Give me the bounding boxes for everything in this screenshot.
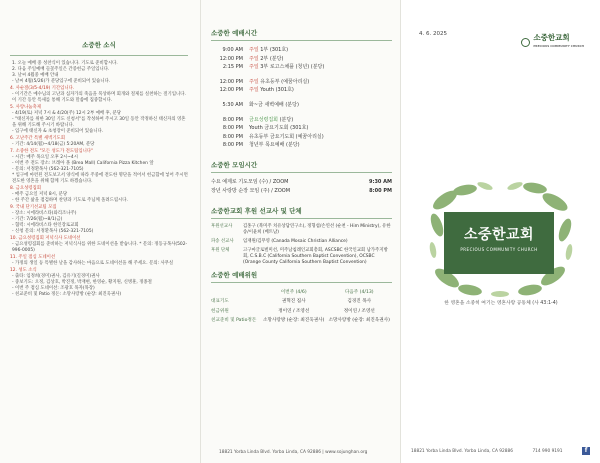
badge-title: 소중한교회: [463, 227, 535, 243]
schedule-label: (분당): [279, 116, 294, 123]
meeting-time: 8:00 PM: [369, 187, 392, 194]
motto-verse: 한 영혼을 소중히 여기는 영혼사랑 공동체 (사 43:1-4): [444, 301, 558, 306]
schedule-desc: [249, 124, 392, 133]
news-item: - 출타: 임정희(경미)권사, 김유기(길경미)권사: [12, 274, 100, 279]
news-item: 12. 성도 소식: [10, 268, 37, 273]
news-item: - 날씨 4월(5/26)가 분당입구에 준비되어 있습니다.: [12, 79, 111, 84]
worship-title: 소중한 예배시간: [211, 29, 258, 37]
table-header-cell: [211, 288, 261, 298]
schedule-time: 5:30 AM: [222, 101, 243, 108]
logo-text: 소중한교회: [533, 33, 570, 42]
logo-subtitle: PRECIOUS COMMUNITY CHURCH: [533, 44, 584, 48]
mission-value: 김홍구 (북미주 치유상담연구소), 정형섭/손연선 (순천 - Him Ministry), 유한송/이윤희 (베트남): [243, 223, 391, 235]
bulletin-date: 4. 6. 2025: [419, 31, 447, 37]
schedule-label: Youth (301호): [260, 87, 294, 94]
schedule-desc: [249, 46, 392, 55]
schedule-desc: [249, 63, 392, 72]
table-row: [211, 316, 392, 326]
schedule-desc: [249, 86, 392, 95]
schedule-row: [211, 55, 392, 64]
news-item: - 기간: 7/26(월)~8/1(금): [12, 217, 63, 222]
mission-value: 고구마글로벌미션, 미주남침례인교회총회, ASCSBC 한국인교회 남가주지방회, C.S.B.C (California Southern Baptist Convention), OCSBC (Orange County California Southern Baptist Convention): [243, 247, 388, 265]
schedule-tag: 주일: [249, 47, 261, 53]
schedule-label: 화~금 새벽예배 (분당): [249, 101, 299, 108]
news-item: 2. 다음 주일예배 들꽃주일은 간증헌금 주일입니다.: [12, 67, 110, 72]
badge-subtitle: PRECIOUS COMMUNITY CHURCH: [460, 247, 538, 252]
table-row: [211, 307, 392, 317]
news-item: - "태신자를 위한 30일 기도 신청서"를 작성하여 주시고 30일 동안 작정하신 태신자의 영혼을 위해 기도해 주시기 바랍니다.: [12, 117, 186, 128]
logo-icon: [521, 38, 530, 47]
schedule-row: [211, 141, 392, 150]
news-item: - 가정의 생일 등 특별한 날을 감사하는 마음으로 도네이션을 해 주세요. 문의: 사무실: [12, 261, 174, 266]
news-item: 3. 날씨 4월중 예배 안내: [12, 73, 59, 78]
cover-panel: [400, 0, 600, 463]
news-item: 9. 국내 단기선교팀 모집: [10, 205, 57, 210]
mission-block: [211, 206, 392, 266]
news-item: 11. 주일 점심 도네이션: [10, 255, 56, 260]
news-item: 4. 사순절(3/5-4/19) 기간입니다.: [10, 86, 75, 91]
news-item: - 한 주간 삶을 점검하며 찬양과 기도로 주님께 올려드립시다.: [12, 198, 128, 203]
volunteers-block: [211, 270, 392, 326]
news-item: 1. 오늘 예배 중 성찬식이 있습니다. 기도로 준비합시다.: [12, 61, 118, 66]
news-item: - 금요성령집회를 준비하는 저녁식사를 위한 도네이션을 받습니다. * 문의: 정동규목사(502-996-0005): [12, 242, 188, 253]
table-cell: 정이연 / 조영선: [343, 308, 375, 314]
schedule-label: 유초등부 (예꿈아리실): [260, 78, 310, 85]
news-item: - 이번 주 점심 도네이션: 조광호 목자(목장): [12, 286, 95, 291]
mission-list: [211, 224, 392, 266]
schedule-row: [211, 116, 392, 125]
news-item: 7. 소중한 전도 "모든 성도가 전도팀입니다": [10, 149, 94, 154]
schedule-time: 12:00 PM: [219, 78, 243, 85]
middle-footer: 18821 Yorba Linda Blvd. Yorba Linda, CA 92886 | www.sojunghan.org: [219, 450, 368, 455]
meeting-name: 수요 예제로 기도모임 (수) / ZOOM: [211, 178, 289, 185]
table-header-row: [211, 288, 392, 298]
meeting-time: 9:30 AM: [368, 178, 392, 185]
schedule-time: 9:00 AM: [222, 47, 243, 53]
church-name-badge: [444, 212, 554, 274]
meeting-row: [211, 187, 392, 196]
news-item: 10. 금요성령집회 저녁식사 도네이션: [10, 236, 81, 241]
schedule-label: 3부 로고스채플 (청년) (분당): [260, 64, 325, 71]
schedule-time: 2:15 PM: [222, 64, 243, 71]
schedule-time: 12:00 PM: [219, 55, 243, 62]
schedule-time: 8:00 PM: [222, 142, 243, 149]
news-item: - 문의: 서정환목사 (562-321-7105): [12, 167, 84, 172]
mission-row: [211, 248, 392, 266]
facebook-icon[interactable]: f: [582, 447, 590, 455]
schedule-desc: [249, 101, 392, 110]
schedule-desc: [249, 55, 392, 64]
schedule-row: [211, 46, 392, 55]
schedule-time: 8:00 PM: [222, 133, 243, 140]
news-item: 5. 사랑나눔축제: [10, 105, 42, 110]
schedule-label: 2부 (분당): [260, 55, 284, 62]
table-cell: 대표기도: [211, 299, 229, 305]
table-header-cell: 이번주 (4/6): [280, 289, 307, 295]
meeting-name: 장년 사랑방 순장 모임 (주) / ZOOM: [211, 187, 291, 194]
table-row: [211, 297, 392, 307]
schedule-desc: [249, 141, 392, 150]
table-cell: 친교준비 및 Patio정돈: [211, 318, 257, 324]
news-item: - 4/19(토) 저녁 7시 & 4/20(주) 12시 2부 예배 후, 분당: [12, 111, 122, 116]
cover-footer: [411, 447, 590, 455]
schedule-tag: 주일: [249, 87, 261, 94]
table-cell: 헌금위원: [211, 308, 229, 314]
news-item: - 장소: 시에라비스타(와리조나주): [12, 211, 77, 216]
news-list: [10, 61, 188, 298]
mission-row: [211, 239, 392, 245]
news-item: - 이기간은 예수님의 고난과 십자가의 죽음을 묵상하며 회개와 절제를 실천하는 절기입니다. 이 기간 동안 특새를 통해 기도와 말씀에 집중합시다.: [12, 92, 186, 103]
news-item: 6. 고난주간 특별 새벽기도회: [10, 136, 66, 141]
schedule-desc: [249, 116, 392, 125]
news-item: - 친교준비 및 Patio 정돈: 소망사랑방 (순장: 최진욱권사): [12, 292, 122, 297]
news-item: - 협력: 시에라비스타 한인장로교회: [12, 223, 79, 228]
schedule-row: [211, 133, 392, 142]
news-item: - 신청 문의: 서정환목사 (562-321-7105): [12, 229, 94, 234]
news-item: - 중보기도: 오정, 김상호, 박진정, 박재현, 한영순, 황지원, 신병훈, 정종철: [12, 280, 152, 285]
meetings-list: [211, 178, 392, 196]
news-item: - 시간: 매주 목요일 오후 2시~4시: [12, 155, 78, 160]
schedule-time: 12:00 PM: [219, 87, 243, 94]
news-item: * 입구에 마련된 전도보고서 양식에 따라 주중에 전도한 명단을 적어서 헌금함에 넣어 주시면 전도한 영혼을 위해 함께 기도 하겠습니다.: [12, 173, 188, 184]
mission-row: [211, 224, 392, 236]
meetings-title: 소중한 모임시간: [211, 160, 258, 169]
volunteers-table: [211, 288, 392, 326]
mission-label: 파송 선교사: [211, 238, 234, 244]
schedule-tag: 주일: [249, 78, 261, 85]
divider: [211, 218, 392, 219]
news-item: - 입구에 태신자 & 초청장이 준비되어 있습니다.: [12, 129, 104, 134]
church-logo: [521, 34, 584, 50]
schedule-tag: 주일: [249, 55, 261, 62]
mission-title: 소중한교회 후원 선교사 및 단체: [211, 206, 302, 215]
divider: [211, 282, 392, 283]
schedule-tag: 금요성령집회: [249, 116, 280, 123]
news-item: 8. 금요성령집회: [10, 186, 42, 191]
schedule-tag: 주일: [249, 64, 261, 71]
schedule-time: 8:00 PM: [222, 116, 243, 123]
schedule-label: 청년부 목요예배 (분당): [249, 142, 300, 149]
mission-value: 임재원/김무영 (Canada Mosaic Christian Alliance): [243, 238, 348, 244]
divider: [211, 40, 392, 41]
schedule-panel: [200, 0, 400, 463]
meetings-block: [211, 160, 392, 196]
mission-label: 후원선교사: [211, 223, 233, 229]
church-phone: 714 990 9191: [532, 448, 563, 454]
schedule-desc: [249, 78, 392, 87]
church-address: 18821 Yorba Linda Blvd. Yorba Linda, CA 92886: [411, 448, 513, 454]
volunteers-title: 소중한 예배위원: [211, 270, 258, 279]
worship-list: [211, 46, 392, 150]
table-cell: 소망사랑방 (순장: 최진욱권사): [263, 318, 325, 324]
table-cell: 권혁진 집사: [281, 299, 306, 305]
divider: [10, 55, 188, 56]
schedule-label: 1부 (301호): [260, 47, 289, 53]
schedule-time: 8:00 PM: [222, 125, 243, 132]
schedule-row: [211, 86, 392, 95]
table-cell: 소망사랑방 (순장: 최진욱권사): [328, 318, 390, 324]
schedule-row: [211, 78, 392, 87]
divider: [211, 172, 392, 173]
news-item: - 이번 주 전도 장소: 브레아 몰 (Brea Mall) California Pizza Kitchen 앞: [12, 161, 154, 166]
schedule-label: Youth 금요기도회 (301호): [249, 125, 309, 132]
news-item: - 기간: 4/14(월)~4/18(금) 5:20AM, 분당: [12, 142, 95, 147]
meeting-row: [211, 178, 392, 187]
table-header-cell: 다음주 (4/13): [344, 289, 374, 295]
schedule-row: [211, 101, 392, 110]
table-cell: 정이연 / 조영선: [278, 308, 310, 314]
schedule-label: 유초등부 금요기도회 (예꿈아리실): [249, 133, 324, 140]
schedule-desc: [249, 133, 392, 142]
table-cell: 김경진 목사: [347, 299, 372, 305]
schedule-row: [211, 124, 392, 133]
news-title: 소중한 소식: [82, 41, 116, 49]
news-item: - 매주 금요일 저녁 8시, 분당: [12, 192, 68, 197]
news-panel: [0, 0, 200, 463]
mission-label: 후원 단체: [211, 247, 230, 253]
schedule-row: [211, 63, 392, 72]
